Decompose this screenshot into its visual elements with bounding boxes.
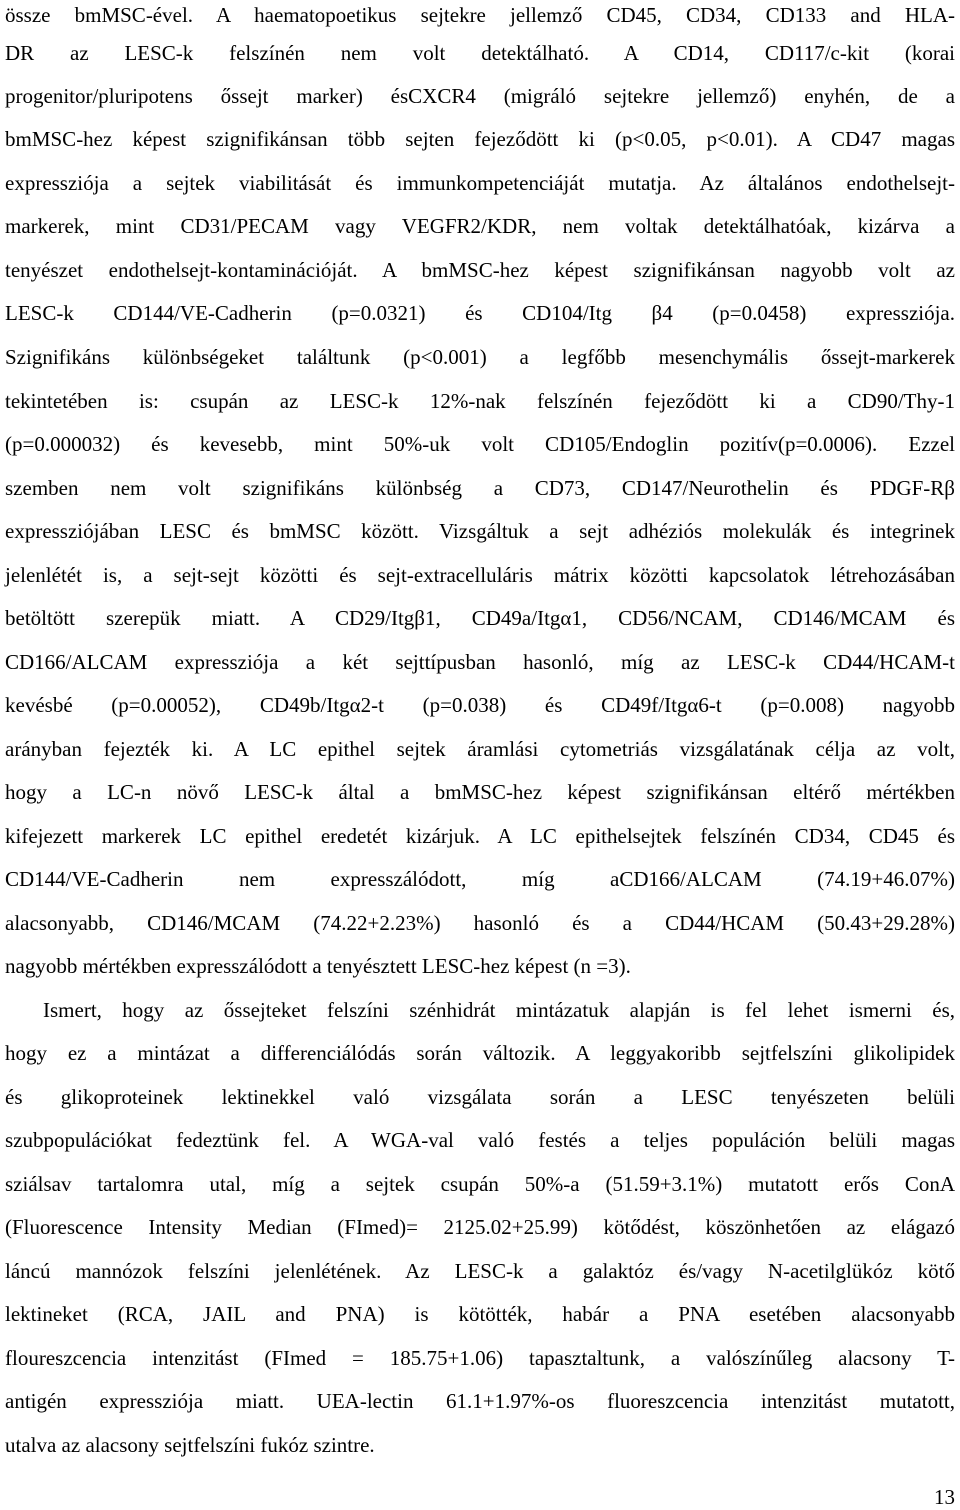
- text-line: bmMSC-hez képest szignifikánsan több sejten fejeződött ki (p<0.05, p<0.01). A CD47 magas: [5, 127, 955, 151]
- text-line: (p=0.000032) és kevesebb, mint 50%-uk volt CD105/Endoglin pozitív(p=0.0006). Ezzel: [5, 432, 955, 456]
- text-line: nagyobb mértékben expresszálódott a tenyésztett LESC-hez képest (n =3).: [5, 954, 631, 978]
- page-number: 13: [934, 1485, 955, 1509]
- text-line: hogy ez a mintázat a differenciálódás során változik. A leggyakoribb sejtfelszíni glikolipidek: [5, 1041, 955, 1065]
- text-line: progenitor/pluripotens őssejt marker) ésCXCR4 (migráló sejtekre jellemző) enyhén, de a: [5, 84, 955, 108]
- text-line: DR az LESC-k felszínén nem volt detektálható. A CD14, CD117/c-kit (korai: [5, 41, 955, 65]
- text-line: hogy a LC-n növő LESC-k által a bmMSC-hez képest szignifikánsan eltérő mértékben: [5, 780, 955, 804]
- text-line: CD166/ALCAM expressziója a két sejttípusban hasonló, míg az LESC-k CD44/HCAM-t: [5, 650, 955, 674]
- text-line: sziálsav tartalomra utal, míg a sejtek csupán 50%-a (51.59+3.1%) mutatott erős ConA: [5, 1172, 955, 1196]
- text-line: LESC-k CD144/VE-Cadherin (p=0.0321) és CD104/Itg β4 (p=0.0458) expressziója.: [5, 301, 955, 325]
- text-line: tekintetében is: csupán az LESC-k 12%-nak felszínén fejeződött ki a CD90/Thy-1: [5, 389, 955, 413]
- text-line: tenyészet endothelsejt-kontaminációját. A bmMSC-hez képest szignifikánsan nagyobb volt az: [5, 258, 955, 282]
- text-line: expressziójában LESC és bmMSC között. Vizsgáltuk a sejt adhéziós molekulák és integrinek: [5, 519, 955, 543]
- text-line: lektineket (RCA, JAIL and PNA) is kötötték, habár a PNA esetében alacsonyabb: [5, 1302, 955, 1326]
- text-line: Szignifikáns különbségeket találtunk (p<0.001) a legfőbb mesenchymális őssejt-markerek: [5, 345, 955, 369]
- text-line: össze bmMSC-ével. A haematopoetikus sejtekre jellemző CD45, CD34, CD133 and HLA-: [5, 3, 955, 27]
- text-line: arányban fejezték ki. A LC epithel sejtek áramlási cytometriás vizsgálatának célja az volt,: [5, 737, 955, 761]
- text-line: Ismert, hogy az őssejteket felszíni szénhidrát mintázatuk alapján is fel lehet ismerni és,: [43, 998, 955, 1022]
- text-line: floureszcencia intenzitást (FImed = 185.75+1.06) tapasztaltunk, a valószínűleg alacsony T-: [5, 1346, 955, 1370]
- text-line: kevésbé (p=0.00052), CD49b/Itgα2-t (p=0.038) és CD49f/Itgα6-t (p=0.008) nagyobb: [5, 693, 955, 717]
- text-line: antigén expressziója miatt. UEA-lectin 61.1+1.97%-os fluoreszcencia intenzitást mutatott,: [5, 1389, 955, 1413]
- text-line: (Fluorescence Intensity Median (FImed)= 2125.02+25.99) kötődést, köszönhetően az elágazó: [5, 1215, 955, 1239]
- text-line: CD144/VE-Cadherin nem expresszálódott, míg aCD166/ALCAM (74.19+46.07%): [5, 867, 955, 891]
- text-line: láncú mannózok felszíni jelenlétének. Az LESC-k a galaktóz és/vagy N-acetilglükóz kötő: [5, 1259, 955, 1283]
- text-line: expressziója a sejtek viabilitását és immunkompetenciáját mutatja. Az általános endothelsejt-: [5, 171, 955, 195]
- text-line: alacsonyabb, CD146/MCAM (74.22+2.23%) hasonló és a CD44/HCAM (50.43+29.28%): [5, 911, 955, 935]
- text-line: szemben nem volt szignifikáns különbség a CD73, CD147/Neurothelin és PDGF-Rβ: [5, 476, 955, 500]
- text-line: utalva az alacsony sejtfelszíni fukóz szintre.: [5, 1433, 375, 1457]
- text-line: kifejezett markerek LC epithel eredetét kizárjuk. A LC epithelsejtek felszínén CD34, CD45 és: [5, 824, 955, 848]
- text-line: markerek, mint CD31/PECAM vagy VEGFR2/KDR, nem voltak detektálhatóak, kizárva a: [5, 214, 955, 238]
- text-line: betöltött szerepük miatt. A CD29/Itgβ1, CD49a/Itgα1, CD56/NCAM, CD146/MCAM és: [5, 606, 955, 630]
- text-line: és glikoproteinek lektinekkel való vizsgálata során a LESC tenyészeten belüli: [5, 1085, 955, 1109]
- text-line: szubpopulációkat fedeztünk fel. A WGA-val való festés a teljes populáción belüli magas: [5, 1128, 955, 1152]
- text-line: jelenlétét is, a sejt-sejt közötti és sejt-extracelluláris mátrix közötti kapcsolatok létrehozásában: [5, 563, 955, 587]
